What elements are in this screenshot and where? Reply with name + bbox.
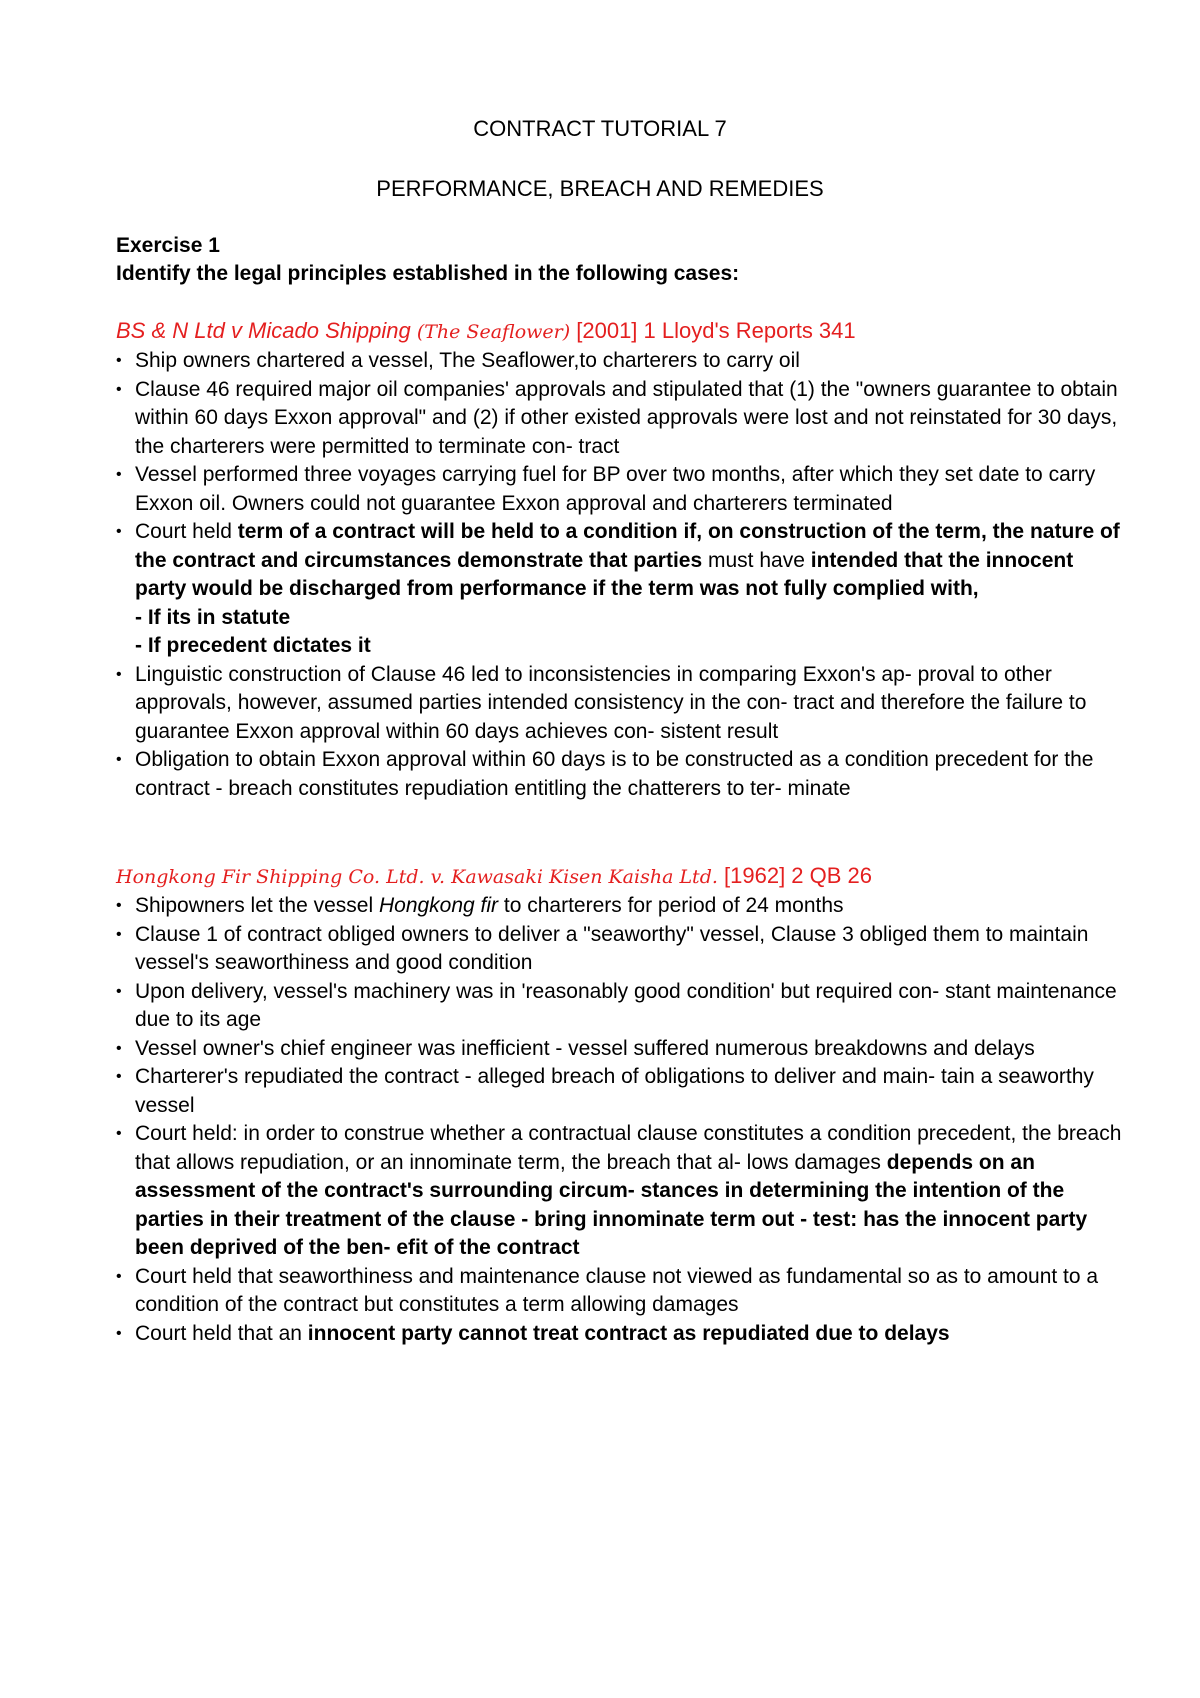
case-name: (The Seaflower)	[416, 321, 571, 343]
list-item-text: Vessel owner's chief engineer was inefficient - vessel suffered numerous breakdowns and delays	[135, 1036, 1035, 1060]
held-principle-bold: depends on an assessment of the contract's surrounding circum- stances in determining the intention of the parties in their treatment of the clause - bring innominate term out - test: has the innocent party been deprived of the ben- efit of the contract	[135, 1150, 1088, 1259]
held-principle-bold: innocent party cannot treat contract as repudiated due to delays	[307, 1321, 950, 1345]
held-plain: Court held that an	[135, 1321, 308, 1345]
list-item-text: Ship owners chartered a vessel, The Seaflower,to charterers to carry oil	[135, 349, 800, 372]
list-item-text: Linguistic construction of Clause 46 led to inconsistencies in comparing Exxon's ap- proval to other approvals, however, assumed parties intended consistency in the con- tract and therefore the failure to guarantee Exxon approval within 60 days achieves con- sistent result	[135, 662, 1087, 743]
bullet-icon: •	[116, 982, 122, 1000]
list-item	[116, 518, 1125, 661]
list-item	[116, 1263, 1125, 1320]
bullet-icon: •	[116, 1324, 122, 1342]
vessel-name: Hongkong fir	[378, 894, 499, 917]
list-item	[116, 1120, 1125, 1263]
case-citation: [1962] 2 QB 26	[717, 863, 873, 888]
case-citation: [2001] 1 Lloyd's Reports 341	[570, 318, 856, 343]
held-principle-bold-2: intended that the innocent party would be discharged from performance if the term was not fully complied with,	[135, 548, 1074, 600]
list-item	[116, 1320, 1125, 1349]
case-name: Hongkong Fir Shipping Co. Ltd. v. Kawasaki Kisen Kaisha Ltd.	[116, 866, 718, 888]
list-item-text: Charterer's repudiated the contract - alleged breach of obligations to deliver and main- tain a seaworthy vessel	[135, 1065, 1094, 1117]
held-sub-point: - If precedent dictates it	[135, 634, 371, 657]
list-item-text: Shipowners let the vessel	[135, 894, 379, 917]
bullet-icon: •	[116, 897, 122, 914]
list-item-text: Clause 46 required major oil companies' approvals and stipulated that (1) the "owners guarantee to obtain within 60 days Exxon approval" and (2) if other existed approvals were lost and not reinstated for 30 days, the charterers were permitted to terminate con- tract	[135, 377, 1118, 458]
held-principle-bold: term of a contract will be held to a condition if, on construction of the term, the nature of the contract and circumstances demonstrate that parties	[135, 520, 1120, 572]
bullet-icon: •	[116, 1125, 122, 1142]
held-plain: must have	[702, 548, 811, 572]
held-sub-point: - If its in statute	[135, 605, 291, 629]
list-item-text: Court held that seaworthiness and maintenance clause not viewed as fundamental so as to amount to a condition of the contract but constitutes a term allowing damages	[135, 1264, 1099, 1316]
case-heading-seaflower	[116, 316, 1116, 347]
list-item-text: to charterers for period of 24 months	[498, 894, 844, 917]
bullet-icon: •	[116, 466, 122, 483]
document-title: CONTRACT TUTORIAL 7	[473, 116, 727, 141]
list-item	[116, 746, 1125, 803]
bullet-icon: •	[116, 1068, 122, 1085]
list-item	[116, 1063, 1125, 1120]
bullet-icon: •	[116, 751, 122, 768]
list-item	[116, 461, 1125, 518]
held-plain: Court held: in order to construe whether a contractual clause constitutes a condition precedent, the breach that allows repudiation, or an innominate term, the breach that al- lows damages	[135, 1122, 1122, 1174]
case-heading-hongkong-fir	[116, 861, 1116, 892]
bullet-icon: •	[116, 380, 122, 398]
exercise-label: Exercise 1	[116, 234, 220, 257]
bullet-icon: •	[116, 1039, 122, 1057]
list-item-text: Upon delivery, vessel's machinery was in 'reasonably good condition' but required con- stant maintenance due to its age	[135, 979, 1117, 1031]
case2-bullet-list	[116, 892, 1122, 1348]
list-item	[116, 661, 1125, 747]
bullet-icon: •	[116, 352, 122, 369]
list-item	[116, 1035, 1125, 1064]
list-item-text: Obligation to obtain Exxon approval within 60 days is to be constructed as a condition precedent for the contract - breach constitutes repudiation entitling the chatterers to ter- minate	[135, 748, 1094, 800]
list-item	[116, 921, 1125, 978]
bullet-icon: •	[116, 925, 122, 943]
list-item-text: Clause 1 of contract obliged owners to deliver a "seaworthy" vessel, Clause 3 obliged them to maintain vessel's seaworthiness and good condition	[135, 922, 1089, 974]
exercise-instruction: Identify the legal principles established in the following cases:	[116, 262, 740, 285]
bullet-icon: •	[116, 1267, 122, 1285]
list-item	[116, 892, 1125, 921]
bullet-icon: •	[116, 665, 122, 683]
bullet-icon: •	[116, 523, 122, 540]
list-item	[116, 978, 1125, 1035]
case1-bullet-list	[116, 347, 1120, 803]
document-subtitle: PERFORMANCE, BREACH AND REMEDIES	[376, 176, 824, 201]
list-item	[116, 347, 1125, 376]
case-parties: BS & N Ltd v Micado Shipping	[116, 318, 417, 343]
list-item	[116, 376, 1125, 462]
held-lead: Court held	[135, 520, 238, 543]
list-item-text: Vessel performed three voyages carrying fuel for BP over two months, after which they set date to carry Exxon oil. Owners could not guarantee Exxon approval and charterers terminated	[135, 463, 1096, 515]
document-body	[116, 232, 1122, 1348]
